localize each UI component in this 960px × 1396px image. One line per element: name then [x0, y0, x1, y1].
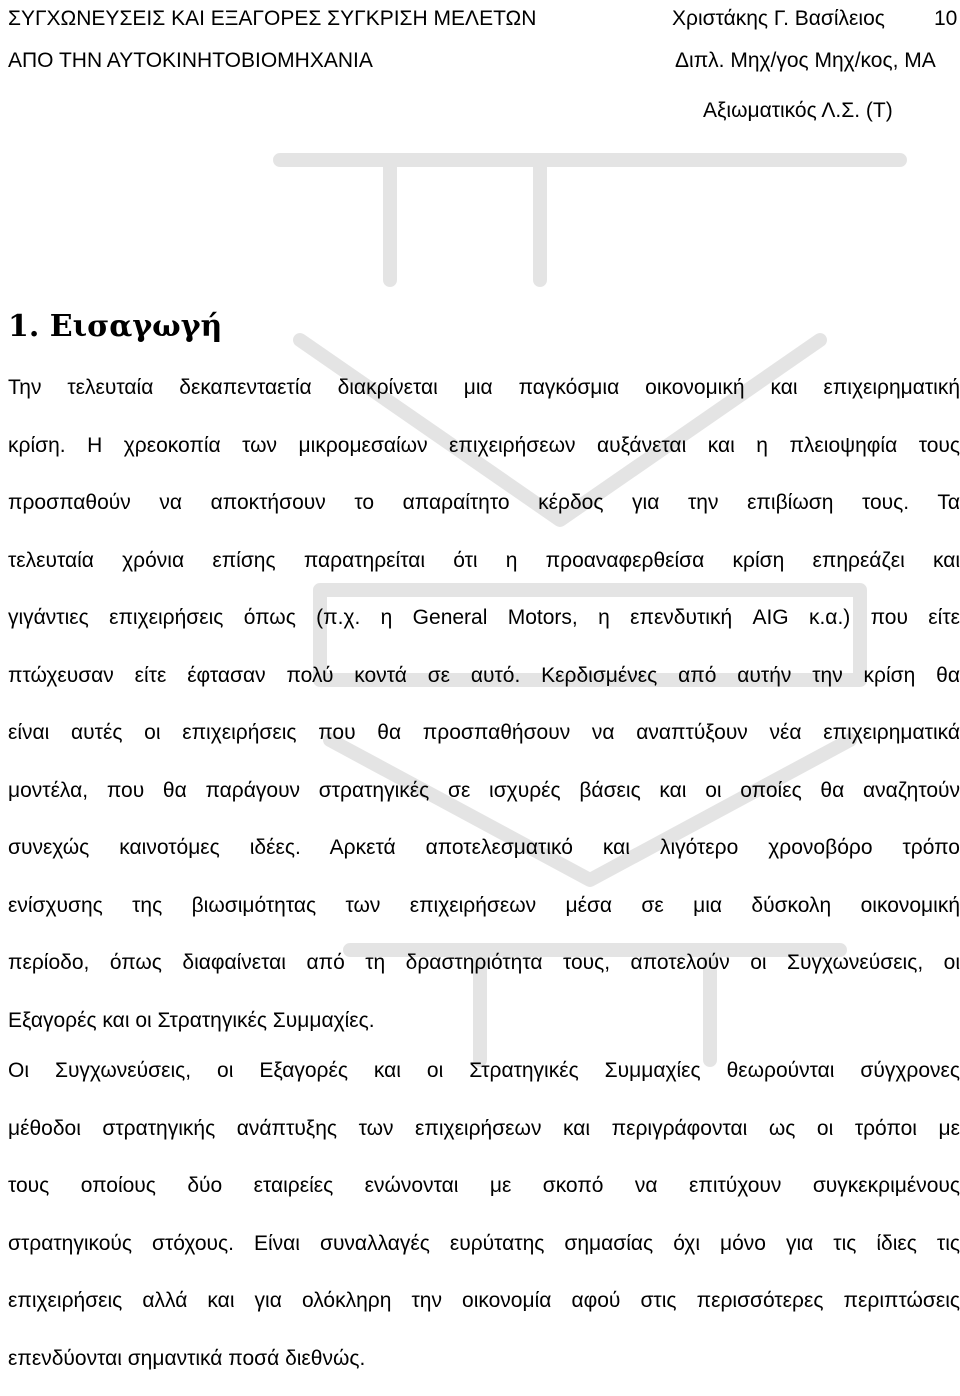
header-rank: Αξιωματικός Λ.Σ. (Τ) — [703, 90, 893, 132]
header-degree: Διπλ. Μηχ/γος Μηχ/κος, ΜΑ — [675, 40, 936, 82]
header-author: Χριστάκης Γ. Βασίλειος — [672, 0, 885, 40]
text-line: επενδύονται σημαντικά ποσά διεθνώς. — [8, 1339, 960, 1396]
text-line: κρίση. Η χρεοκοπία των μικρομεσαίων επιχειρήσεων αυξάνεται και η πλειοψηφία τους — [8, 426, 960, 484]
page-number: 10 — [934, 0, 957, 40]
text-line: μοντέλα, που θα παράγουν στρατηγικές σε ισχυρές βάσεις και οι οποίες θα αναζητούν — [8, 771, 960, 829]
paragraph-introduction — [8, 368, 960, 1058]
text-line: επιχειρήσεις αλλά και για ολόκληρη την οικονομία αφού στις περισσότερες περιπτώσεις — [8, 1281, 960, 1339]
text-line: Εξαγορές και οι Στρατηγικές Συμμαχίες. — [8, 1001, 960, 1059]
text-line: τελευταία χρόνια επίσης παρατηρείται ότι η προαναφερθείσα κρίση επηρεάζει και — [8, 541, 960, 599]
text-line: συνεχώς καινοτόμες ιδέες. Αρκετά αποτελεσματικό και λιγότερο χρονοβόρο τρόπο — [8, 828, 960, 886]
text-line: Οι Συγχωνεύσεις, οι Εξαγορές και οι Στρατηγικές Συμμαχίες θεωρούνται σύγχρονες — [8, 1051, 960, 1109]
text-line: ενίσχυσης της βιωσιμότητας των επιχειρήσεων μέσα σε μια δύσκολη οικονομική — [8, 886, 960, 944]
page-header — [0, 0, 960, 130]
text-line: προσπαθούν να αποκτήσουν το απαραίτητο κέρδος για την επιβίωση τους. Τα — [8, 483, 960, 541]
header-title-line1: ΣΥΓΧΩΝΕΥΣΕΙΣ ΚΑΙ ΕΞΑΓΟΡΕΣ ΣΥΓΚΡΙΣΗ ΜΕΛΕΤΩΝ — [8, 0, 536, 40]
header-title-line2: ΑΠΟ ΤΗΝ ΑΥΤΟΚΙΝΗΤΟΒΙΟΜΗΧΑΝΙΑ — [8, 40, 373, 82]
text-line: περίοδο, όπως διαφαίνεται από τη δραστηριότητα τους, αποτελούν οι Συγχωνεύσεις, οι — [8, 943, 960, 1001]
text-line: γιγάντιες επιχειρήσεις όπως (π.χ. η General Motors, η επενδυτική AIG κ.α.) που είτε — [8, 598, 960, 656]
text-line: μέθοδοι στρατηγικής ανάπτυξης των επιχειρήσεων και περιγράφονται ως οι τρόποι με — [8, 1109, 960, 1167]
text-line: πτώχευσαν είτε έφτασαν πολύ κοντά σε αυτό. Κερδισμένες από αυτήν την κρίση θα — [8, 656, 960, 714]
paragraph-definition — [8, 1051, 960, 1396]
section-heading: 1. Εισαγωγή — [8, 306, 222, 348]
text-line: στρατηγικούς στόχους. Είναι συναλλαγές ευρύτατης σημασίας όχι μόνο για τις ίδιες τις — [8, 1224, 960, 1282]
text-line: τους οποίους δύο εταιρείες ενώνονται με σκοπό να επιτύχουν συγκεκριμένους — [8, 1166, 960, 1224]
text-line: Την τελευταία δεκαπενταετία διακρίνεται μια παγκόσμια οικονομική και επιχειρηματική — [8, 368, 960, 426]
text-line: είναι αυτές οι επιχειρήσεις που θα προσπαθήσουν να αναπτύξουν νέα επιχειρηματικά — [8, 713, 960, 771]
